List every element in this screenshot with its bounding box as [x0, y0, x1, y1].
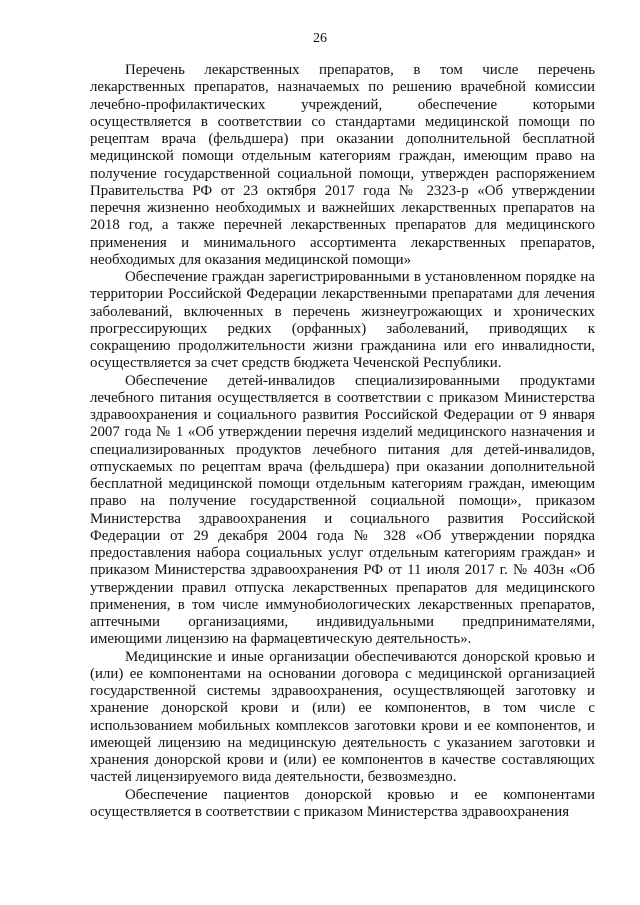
- page-number: 26: [313, 31, 327, 46]
- document-body: [90, 62, 595, 821]
- paragraph-orphan-diseases: Обеспечение граждан зарегистрированными в установленном порядке на территории Российской Федерации лекарственными препаратами для лечения заболеваний, включенных в перечень жизнеугрожающих и хронических прогрессирующих редких (орфанных) заболеваний, приводящих к сокращению продолжительности жизни гражданина или его инвалидности, осуществляется за счет средств бюджета Чеченской Республики.: [90, 269, 595, 372]
- paragraph-medicines-list: Перечень лекарственных препаратов, в том числе перечень лекарственных препаратов, назначаемых по решению врачебной комиссии лечебно-профилактических учреждений, обеспечение которыми осуществляется в соответствии со стандартами медицинской помощи по рецептам врача (фельдшера) при оказании дополнительной бесплатной медицинской помощи отдельным категориям граждан, имеющим право на получение государственной социальной помощи, утвержден распоряжением Правительства РФ от 23 октября 2017 года № 2323-р «Об утверждении перечня жизненно необходимых и важнейших лекарственных препаратов на 2018 год, а также перечней лекарственных препаратов для медицинского применения и минимального ассортимента лекарственных препаратов, необходимых для оказания медицинской помощи»: [90, 62, 595, 268]
- paragraph-donor-blood-patients: Обеспечение пациентов донорской кровью и ее компонентами осуществляется в соответствии с приказом Министерства здравоохранения: [90, 786, 595, 820]
- paragraph-donor-blood-organizations: Медицинские и иные организации обеспечиваются донорской кровью и (или) ее компонентами на основании договора с медицинской организацией государственной системы здравоохранения, осуществляющей заготовку и хранение донорской крови и (или) ее компонентов, в том числе с использованием мобильных комплексов заготовки крови и ее компонентов, и имеющей лицензию на медицинскую деятельность с указанием заготовки и хранения донорской крови и (или) ее компонентов в качестве составляющих частей лицензируемого вида деятельности, безвозмездно.: [90, 648, 595, 786]
- paragraph-disabled-children-nutrition: Обеспечение детей-инвалидов специализированными продуктами лечебного питания осуществляется в соответствии с приказом Министерства здравоохранения и социального развития Российской Федерации от 9 января 2007 года № 1 «Об утверждении перечня изделий медицинского назначения и специализированных продуктов лечебного питания для детей-инвалидов, отпускаемых по рецептам врача (фельдшера) при оказании дополнительной бесплатной медицинской помощи отдельным категориям граждан, имеющим право на получение государственной социальной помощи», приказом Министерства здравоохранения и социального развития Российской Федерации от 29 декабря 2004 года № 328 «Об утверждении порядка предоставления набора социальных услуг отдельным категориям граждан» и приказом Министерства здравоохранения РФ от 11 июля 2017 г. № 403н «Об утверждении правил отпуска лекарственных препаратов для медицинского применения, в том числе иммунобиологических лекарственных препаратов, аптечными организациями, индивидуальными предпринимателями, имеющими лицензию на фармацевтическую деятельность».: [90, 372, 595, 648]
